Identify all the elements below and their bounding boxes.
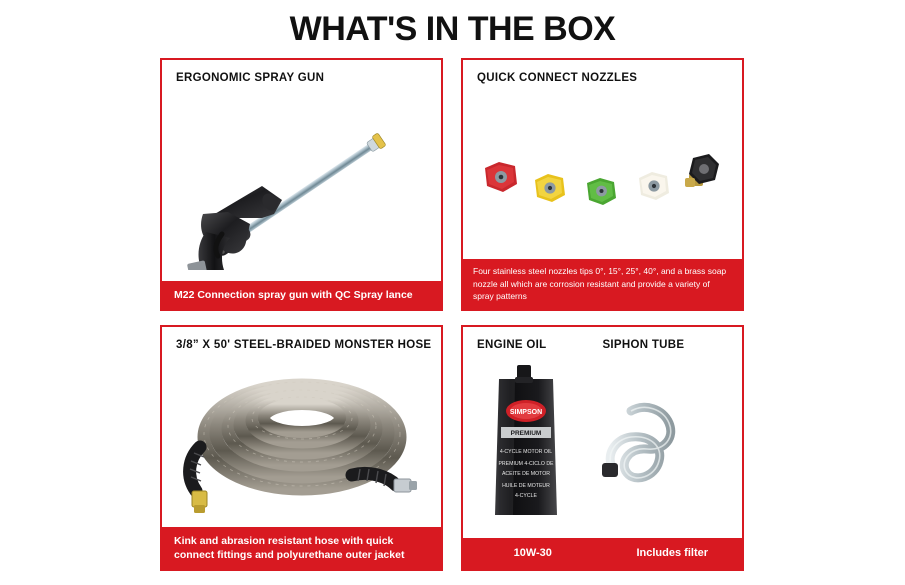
oil-line-3: PREMIUM 4-CICLO DE: [498, 461, 554, 467]
card-caption: Kink and abrasion resistant hose with quick connect fittings and polyurethane outer jacket: [162, 527, 441, 569]
spray-gun-icon: [170, 90, 435, 270]
card-heading: 3/8” X 50' STEEL-BRAIDED MONSTER HOSE: [176, 339, 432, 351]
card-heading-group: [463, 327, 742, 351]
siphon-filter-shape: [602, 463, 618, 477]
card-artwork-spray-gun: [162, 84, 441, 281]
grid-row-2: [160, 325, 745, 571]
card-caption-siphon-filter: Includes filter: [636, 547, 709, 560]
oil-brand-text: SIMPSON: [509, 409, 543, 416]
card-heading-engine-oil: ENGINE OIL: [477, 339, 547, 351]
oil-line-4: ACEITE DE MOTOR: [501, 471, 551, 477]
siphon-tube-shape: [610, 407, 671, 477]
hose-illustration: [162, 351, 441, 527]
card-steel-braided-hose: [160, 325, 443, 571]
spray-gun-illustration: [162, 84, 441, 281]
card-caption-group: [463, 538, 742, 569]
card-heading: QUICK CONNECT NOZZLES: [477, 72, 638, 84]
card-engine-oil-siphon-tube: [461, 325, 744, 571]
card-heading: ERGONOMIC SPRAY GUN: [176, 72, 325, 84]
card-artwork-oil-siphon: [463, 351, 742, 538]
box-contents-grid: [160, 58, 745, 585]
nozzles-illustration: [463, 140, 742, 230]
page-title: WHAT'S IN THE BOX: [289, 10, 616, 48]
oil-line-2: 4-CYCLE MOTOR OIL: [499, 449, 553, 455]
card-artwork-nozzles: [463, 84, 742, 259]
oil-siphon-illustration: [463, 351, 742, 538]
oil-line-6: 4-CYCLE: [515, 493, 537, 499]
oil-line-5: HUILE DE MOTEUR: [502, 483, 550, 489]
nozzle-set-icon: [463, 140, 746, 240]
card-heading-siphon-tube: SIPHON TUBE: [602, 339, 685, 351]
oil-premium-text: PREMIUM: [510, 430, 542, 437]
card-caption: Four stainless steel nozzles tips 0°, 15°, 25°, 40°, and a brass soap nozzle all which are corrosion resistant and provide a variety of spray patterns: [463, 259, 742, 309]
card-quick-connect-nozzles: [461, 58, 744, 311]
card-caption-oil-weight: 10W-30: [513, 547, 552, 560]
card-ergonomic-spray-gun: [160, 58, 443, 311]
card-artwork-hose: [162, 351, 441, 527]
card-caption: M22 Connection spray gun with QC Spray lance: [162, 281, 441, 309]
hose-coil-icon: [162, 351, 445, 526]
grid-row-1: [160, 58, 745, 311]
oil-pouch-and-siphon-icon: [463, 351, 746, 526]
